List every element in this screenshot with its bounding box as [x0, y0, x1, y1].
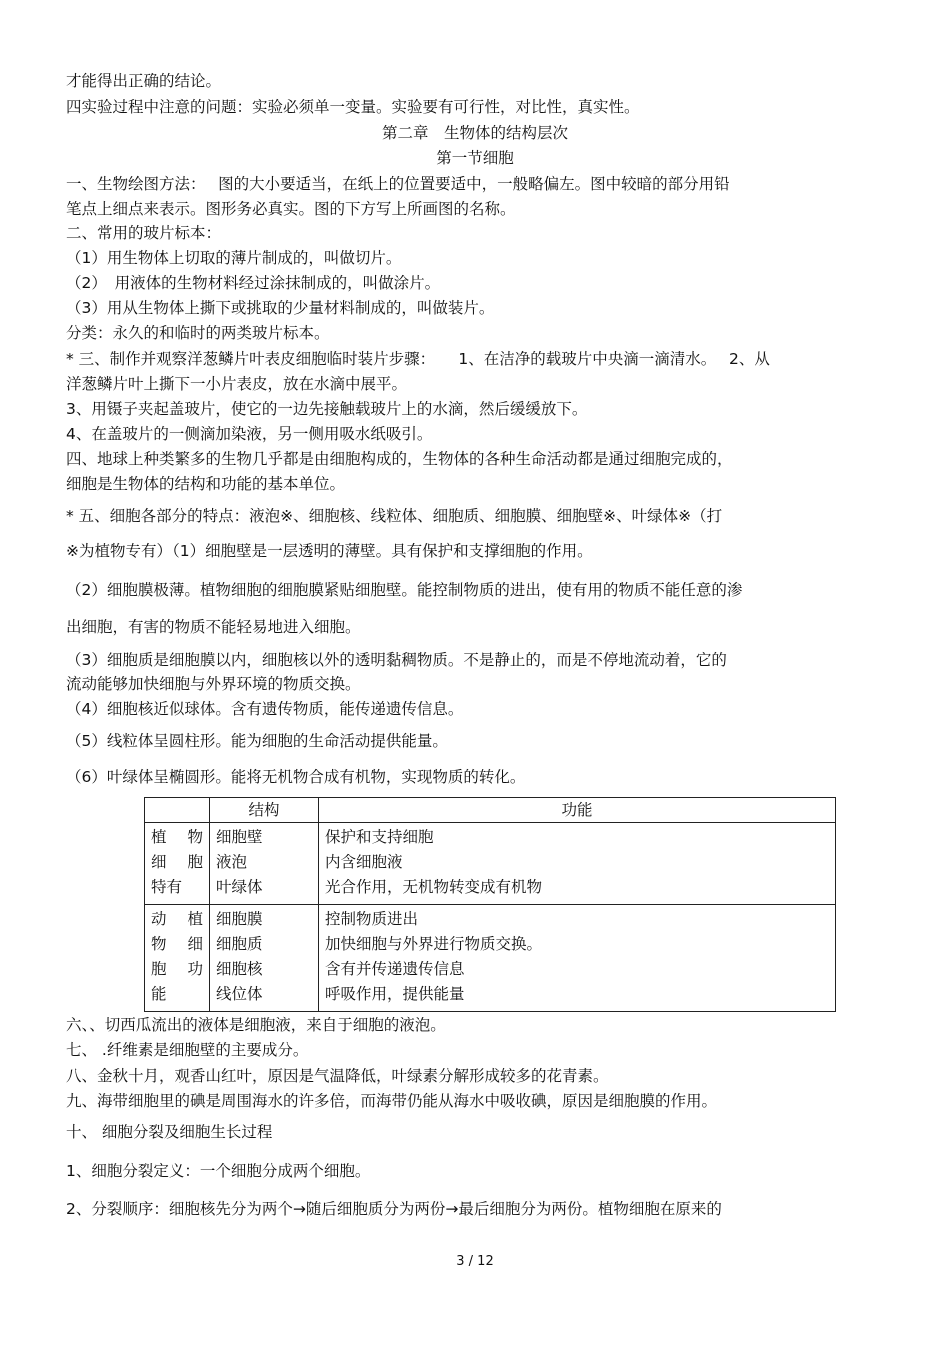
text-line: 3、用镊子夹起盖玻片，使它的一边先接触载玻片上的水滴，然后缓缓放下。: [66, 400, 588, 418]
function-text: 控制物质进出: [325, 910, 419, 928]
table-structure-cell: [210, 823, 319, 905]
text-line: 四实验过程中注意的问题：实验必须单一变量。实验要有可行性，对比性，真实性。: [66, 98, 640, 116]
structure-text: 细胞膜: [216, 910, 263, 928]
table-category-cell: [145, 905, 210, 1012]
text-line: 八、金秋十月，观香山红叶，原因是气温降低，叶绿素分解形成较多的花青素。: [66, 1067, 609, 1085]
text-line: 四、地球上种类繁多的生物几乎都是由细胞构成的，生物体的各种生命活动都是通过细胞完成的，: [66, 450, 733, 468]
category-text: 能: [151, 985, 167, 1003]
text-line: 细胞是生物体的结构和功能的基本单位。: [66, 475, 346, 493]
table-header-category: [145, 798, 210, 823]
text-line: （6）叶绿体呈椭圆形。能将无机物合成有机物，实现物质的转化。: [66, 768, 526, 786]
text-line: 九、海带细胞里的碘是周围海水的许多倍，而海带仍能从海水中吸收碘，原因是细胞膜的作用。: [66, 1092, 718, 1110]
category-text: 动 植: [151, 910, 203, 928]
category-text: 胞 功: [151, 960, 203, 978]
structure-text: 叶绿体: [216, 878, 263, 896]
text-line: （3）细胞质是细胞膜以内，细胞核以外的透明黏稠物质。不是静止的，而是不停地流动着，它的: [66, 651, 727, 669]
text-line: （2）细胞膜极薄。植物细胞的细胞膜紧贴细胞壁。能控制物质的进出，使有用的物质不能任意的渗: [66, 581, 743, 599]
text-line: （3）用从生物体上撕下或挑取的少量材料制成的，叫做装片。: [66, 299, 495, 317]
table-function-cell: [319, 823, 836, 905]
text-line: 才能得出正确的结论。: [66, 72, 222, 90]
function-text: 呼吸作用，提供能量: [325, 985, 465, 1003]
text-line: 六、、切西瓜流出的液体是细胞液，来自于细胞的液泡。: [66, 1016, 446, 1034]
structure-text: 细胞质: [216, 935, 263, 953]
function-text: 加快细胞与外界进行物质交换。: [325, 935, 543, 953]
table-header-function: 功能: [319, 798, 836, 823]
text-line: 分类：永久的和临时的两类玻片标本。: [66, 324, 330, 342]
structure-text: 细胞核: [216, 960, 263, 978]
table-row: [145, 905, 836, 1012]
category-text: 细 胞: [151, 853, 203, 871]
text-line: （2） 用液体的生物材料经过涂抹制成的，叫做涂片。: [66, 274, 441, 292]
text-line: （1）用生物体上切取的薄片制成的，叫做切片。: [66, 249, 402, 267]
function-text: 含有并传递遗传信息: [325, 960, 465, 978]
text-line: （5）线粒体呈圆柱形。能为细胞的生命活动提供能量。: [66, 732, 448, 750]
cell-structure-table: [144, 797, 836, 1012]
category-text: 植 物: [151, 828, 203, 846]
text-line: * 五、细胞各部分的特点：液泡※、细胞核、线粒体、细胞质、细胞膜、细胞壁※、叶绿体※（打: [66, 507, 723, 525]
text-line: 4、在盖玻片的一侧滴加染液，另一侧用吸水纸吸引。: [66, 425, 433, 443]
chapter-title: 第二章 生物体的结构层次: [381, 124, 568, 142]
table-function-cell: [319, 905, 836, 1012]
structure-text: 液泡: [216, 853, 248, 871]
table-header-structure: 结构: [210, 798, 319, 823]
text-line: * 三、制作并观察洋葱鳞片叶表皮细胞临时装片步骤： 1、在洁净的载玻片中央滴一滴清水。 2、从: [66, 350, 770, 368]
function-text: 内含细胞液: [325, 853, 403, 871]
text-line: 洋葱鳞片叶上撕下一小片表皮，放在水滴中展平。: [66, 375, 408, 393]
page-number: 3 / 12: [456, 1254, 494, 1269]
text-line: 1、细胞分裂定义：一个细胞分成两个细胞。: [66, 1162, 371, 1180]
text-line: 笔点上细点来表示。图形务必真实。图的下方写上所画图的名称。: [66, 200, 516, 218]
structure-text: 线位体: [216, 985, 263, 1003]
text-line: 2、分裂顺序：细胞核先分为两个→随后细胞质分为两份→最后细胞分为两份。植物细胞在原来的: [66, 1200, 722, 1218]
text-line: 十、 细胞分裂及细胞生长过程: [66, 1123, 273, 1141]
text-line: ※为植物专有）（1）细胞壁是一层透明的薄壁。具有保护和支撑细胞的作用。: [66, 542, 593, 560]
function-text: 光合作用，无机物转变成有机物: [325, 878, 543, 896]
table-row: [145, 823, 836, 905]
text-line: 流动能够加快细胞与外界环境的物质交换。: [66, 675, 361, 693]
text-line: 七、 .纤维素是细胞壁的主要成分。: [66, 1041, 309, 1059]
text-line: 出细胞，有害的物质不能轻易地进入细胞。: [66, 618, 361, 636]
section-title: 第一节细胞: [436, 149, 514, 167]
text-line: 二、常用的玻片标本：: [66, 224, 222, 242]
table-structure-cell: [210, 905, 319, 1012]
category-text: 物 细: [151, 935, 203, 953]
text-line: （4）细胞核近似球体。含有遗传物质，能传递遗传信息。: [66, 700, 464, 718]
function-text: 保护和支持细胞: [325, 828, 434, 846]
table-header-row: [145, 798, 836, 823]
table-category-cell: [145, 823, 210, 905]
structure-text: 细胞壁: [216, 828, 263, 846]
text-line: 一、生物绘图方法： 图的大小要适当，在纸上的位置要适中，一般略偏左。图中较暗的部分用铅: [66, 175, 730, 193]
category-text: 特有: [151, 878, 183, 896]
